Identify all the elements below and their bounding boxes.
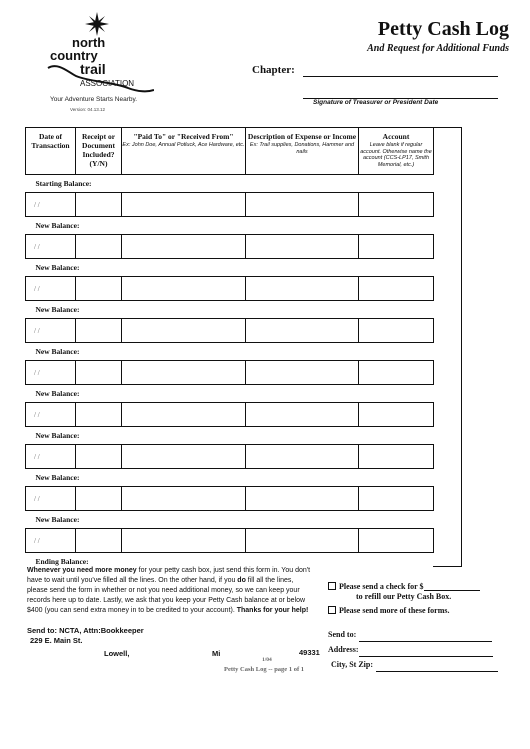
new-balance-label: New Balance: <box>26 217 434 235</box>
paid-to-cell[interactable] <box>122 319 246 343</box>
check-request-label: Please send a check for $ <box>339 582 424 591</box>
instructions-thanks: Thanks for your help! <box>236 607 309 614</box>
paid-to-cell[interactable] <box>122 361 246 385</box>
account-cell[interactable] <box>359 487 434 511</box>
column-header-description: Description of Expense or Income Ex: Trail supplies, Donations, Hammer and nails <box>246 128 359 175</box>
paid-to-hint: Ex: John Doe, Annual Potluck, Ace Hardware, etc. <box>122 142 245 148</box>
instructions-lead: Whenever you need more money <box>27 567 137 574</box>
table-body <box>26 175 434 571</box>
logo-line-1: north <box>72 35 106 50</box>
description-cell[interactable] <box>246 319 359 343</box>
date-cell[interactable]: / / <box>26 445 76 469</box>
receipt-cell[interactable] <box>76 193 122 217</box>
date-cell[interactable]: / / <box>26 235 76 259</box>
account-cell[interactable] <box>359 193 434 217</box>
date-cell[interactable]: / / <box>26 361 76 385</box>
new-balance-label: New Balance: <box>26 343 434 361</box>
date-cell[interactable]: / / <box>26 319 76 343</box>
logo-line-4: ASSOCIATION <box>80 79 135 88</box>
account-cell[interactable] <box>359 361 434 385</box>
mailing-city: Lowell, <box>104 649 130 658</box>
column-header-date: Date of Transaction <box>26 128 76 175</box>
mailing-send-to: Send to: NCTA, Attn:Bookkeeper <box>27 626 144 635</box>
date-cell[interactable]: / / <box>26 529 76 553</box>
check-amount-field[interactable] <box>424 590 480 591</box>
ncta-logo <box>44 10 154 94</box>
description-hint: Ex: Trail supplies, Donations, Hammer and nails <box>249 142 355 155</box>
mailing-zip: 49331 <box>299 648 320 657</box>
description-cell[interactable] <box>246 193 359 217</box>
request-city-label: City, St Zip: <box>331 660 374 669</box>
column-header-paid-to: "Paid To" or "Received From" Ex: John Doe, Annual Potluck, Ace Hardware, etc. <box>122 128 246 175</box>
paid-to-cell[interactable] <box>122 529 246 553</box>
request-address-label: Address: <box>328 645 359 654</box>
chapter-field[interactable] <box>303 76 498 77</box>
request-send-to-label: Send to: <box>328 630 357 639</box>
paid-to-cell[interactable] <box>122 487 246 511</box>
petty-cash-table <box>25 127 434 570</box>
table-row[interactable] <box>26 403 434 427</box>
description-cell[interactable] <box>246 361 359 385</box>
table-row[interactable] <box>26 193 434 217</box>
description-cell[interactable] <box>246 487 359 511</box>
instructions-text-2: fill all the lines, please send the form in whether or not you need additional money, so we can keep your records here up to date. Lastly, we ask that you keep your Petty Cash balance at or below $400 (you can send extra money in to be credited to your account). <box>27 577 306 614</box>
account-cell[interactable] <box>359 277 434 301</box>
page-footer: Petty Cash Log -- page 1 of 1 <box>224 666 304 673</box>
check-request-label-2: to refill our Petty Cash Box. <box>356 592 452 601</box>
balance-column[interactable] <box>433 127 462 567</box>
request-city-field[interactable] <box>376 671 498 672</box>
table-row[interactable] <box>26 319 434 343</box>
column-header-receipt: Receipt or Document Included? (Y/N) <box>76 128 122 175</box>
table-row[interactable] <box>26 235 434 259</box>
new-balance-label: New Balance: <box>26 259 434 277</box>
table-row[interactable] <box>26 487 434 511</box>
mailing-street: 229 E. Main St. <box>30 636 83 645</box>
receipt-cell[interactable] <box>76 277 122 301</box>
table-row[interactable] <box>26 529 434 553</box>
account-cell[interactable] <box>359 445 434 469</box>
check-request <box>328 582 480 591</box>
description-cell[interactable] <box>246 277 359 301</box>
version-label: Version: 04.13.12 <box>70 107 106 112</box>
description-cell[interactable] <box>246 445 359 469</box>
table-row[interactable] <box>26 361 434 385</box>
new-balance-label: New Balance: <box>26 301 434 319</box>
date-cell[interactable]: / / <box>26 277 76 301</box>
paid-to-cell[interactable] <box>122 403 246 427</box>
receipt-cell[interactable] <box>76 403 122 427</box>
account-cell[interactable] <box>359 403 434 427</box>
account-cell[interactable] <box>359 235 434 259</box>
date-cell[interactable]: / / <box>26 487 76 511</box>
logo-line-3: trail <box>80 61 106 77</box>
instructions-emphasis: do <box>237 577 246 584</box>
receipt-cell[interactable] <box>76 529 122 553</box>
new-balance-label: New Balance: <box>26 385 434 403</box>
page-subtitle: And Request for Additional Funds <box>367 43 509 54</box>
description-cell[interactable] <box>246 529 359 553</box>
account-cell[interactable] <box>359 529 434 553</box>
check-request-checkbox[interactable] <box>328 582 336 590</box>
instructions-text-1: for your petty cash box, just send this form in. You don't have to wait until you've filled all the lines. On the other hand, if you <box>27 567 311 584</box>
new-balance-label: New Balance: <box>26 511 434 529</box>
signature-label: Signature of Treasurer or President Date <box>313 99 439 106</box>
paid-to-cell[interactable] <box>122 445 246 469</box>
account-cell[interactable] <box>359 319 434 343</box>
receipt-cell[interactable] <box>76 361 122 385</box>
forms-request-label: Please send more of these forms. <box>339 606 450 615</box>
request-city-row <box>331 654 498 672</box>
description-cell[interactable] <box>246 403 359 427</box>
account-hint: Leave blank if regular account. Otherwise name the account (CCS-LP17, Smith Memorial, etc.) <box>360 142 432 168</box>
starting-balance-label: Starting Balance: <box>26 175 434 193</box>
table-row[interactable] <box>26 445 434 469</box>
receipt-cell[interactable] <box>76 445 122 469</box>
new-balance-label: New Balance: <box>26 427 434 445</box>
compass-star-icon <box>44 10 154 94</box>
paid-to-cell[interactable] <box>122 235 246 259</box>
ending-balance-label: Ending Balance: <box>26 553 434 571</box>
page-title: Petty Cash Log <box>377 18 509 40</box>
logo-tagline: Your Adventure Starts Nearby. <box>50 96 138 103</box>
date-cell[interactable]: / / <box>26 403 76 427</box>
forms-request <box>328 606 450 615</box>
receipt-cell[interactable] <box>76 319 122 343</box>
description-cell[interactable] <box>246 235 359 259</box>
logo-line-2: country <box>50 48 98 63</box>
mailing-state: Mi <box>212 649 221 658</box>
table-row[interactable] <box>26 277 434 301</box>
new-balance-label: New Balance: <box>26 469 434 487</box>
receipt-cell[interactable] <box>76 235 122 259</box>
column-header-account: Account Leave blank if regular account. Otherwise name the account (CCS-LP17, Smith Memorial, etc.) <box>359 128 434 175</box>
paid-to-cell[interactable] <box>122 277 246 301</box>
paid-to-cell[interactable] <box>122 193 246 217</box>
form-date-code: 1/04 <box>262 657 272 663</box>
chapter-label: Chapter: <box>252 64 295 76</box>
instructions-paragraph <box>27 566 315 616</box>
receipt-cell[interactable] <box>76 487 122 511</box>
date-cell[interactable]: / / <box>26 193 76 217</box>
forms-request-checkbox[interactable] <box>328 606 336 614</box>
